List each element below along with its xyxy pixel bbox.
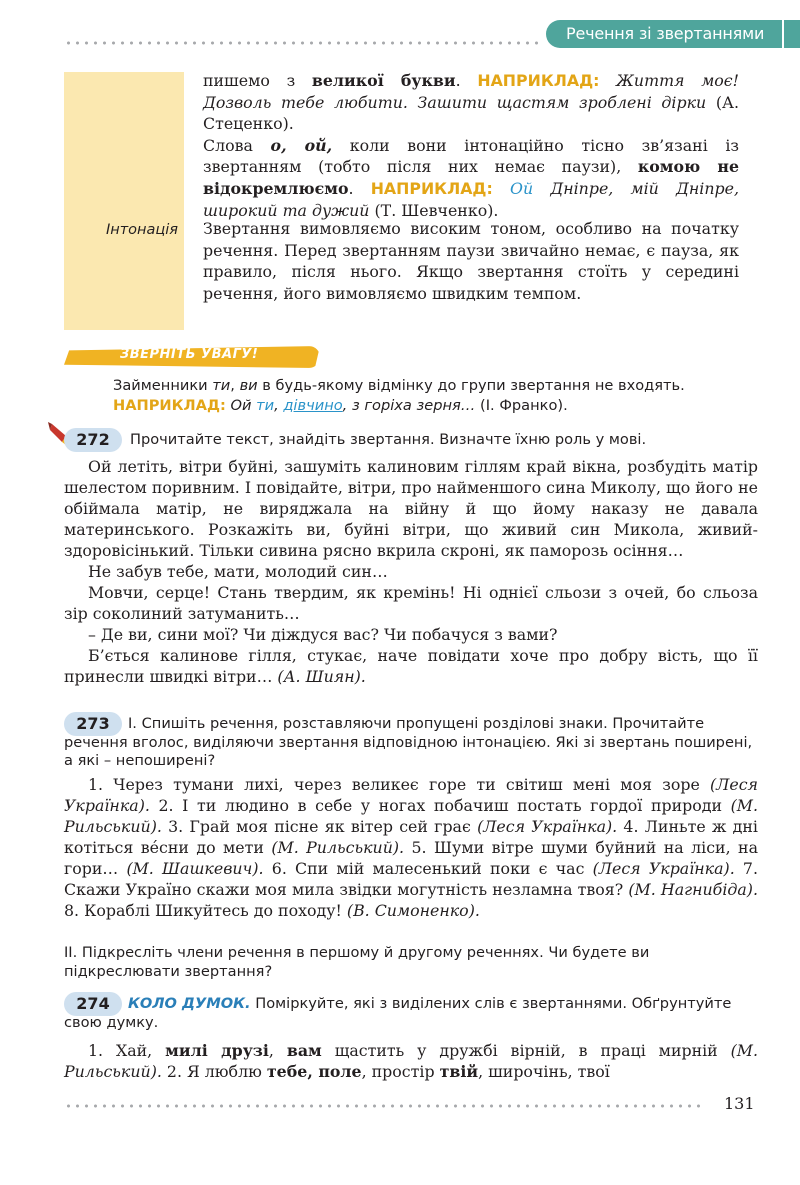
exercise-274-task: КОЛО ДУМОК. Поміркуйте, які з виділених слів є звертаннями. Обґрунтуйте свою думку. bbox=[64, 995, 732, 1031]
bottom-dotted-rule bbox=[64, 1104, 704, 1108]
rule-sidebar-box bbox=[64, 72, 184, 330]
top-dotted-rule bbox=[64, 41, 540, 45]
attention-banner-label: ЗВЕРНІТЬ УВАГУ! bbox=[120, 347, 259, 362]
section-title-tab: Речення зі звертаннями bbox=[546, 20, 782, 48]
exercise-273-sentences: 1. Через тумани лихі, через великеє горе ти світиш мені моя зоре (Леся Українка). 2. І ти людино в себе у ногах побачиш постать гордої природи (М. Рильський). 3. Грай моя пісне як вітер сей грає (Леся Українка). 4. Линьте ж дні котіться ве́сни до мети (М. Рильський). 5. Шуми вітре шуми буйний на ліси, на гори… (М. Шашкевич). 6. Спи мій малесенький поки є час (Леся Українка). 7. Скажи Україно скажи моя мила звідки могутність незламна твоя? (М. Нагнибіда). 8. Кораблі Шикуйтесь до походу! (В. Симоненко). bbox=[64, 775, 758, 920]
exercise-273-task: І. Спишіть речення, розставляючи пропущені розділові знаки. Прочитайте речення вголос, виділяючи звертання відповідною інтонацією. Які зі звертань поширені, а які – непоширені? bbox=[64, 715, 753, 769]
exercise-272-text: Ой летіть, вітри буйні, зашуміть калиновим гіллям край вікна, розбудіть матір шелестом поривним. І повідайте, вітри, про найменшого сина Миколу, що його не обіймала матір, не виряджала на війну й що йому наказу не давала материнського. Розкажіть ви, буйні вітри, що живий син Микола, живий-здоровісінький. Тільки сивина рясно вкрила скроні, як паморозь осіння… Не забув тебе, мати, молодий син… Мовчи, серце! Стань твердим, як кремінь! Ні однієї сльози з очей, бо сльоза зір соколиний затуманить… – Де ви, сини мої? Чи діждуся вас? Чи побачуся з вами? Б’ється калинове гілля, стукає, наче повідати хоче про добру вість, що її принесли швидкі вітри… (А. Шиян). bbox=[64, 457, 758, 686]
section-title-edge bbox=[784, 20, 800, 48]
attention-note: Займенники ти, ви в будь-якому відмінку до групи звертання не входять. НАПРИКЛАД: Ой ти, дівчино, з горіха зерня… (І. Франко). bbox=[113, 377, 685, 414]
exercise-272-task: Прочитайте текст, знайдіть звертання. Визначте їхню роль у мові. bbox=[130, 431, 647, 448]
exercise-273-task-2: ІІ. Підкресліть члени речення в першому й другому реченнях. Чи будете ви підкреслювати звертання? bbox=[64, 944, 650, 980]
rule-paragraph-intonation: Звертання вимовляємо високим тоном, особливо на початку речення. Перед звертанням паузи звичайно немає, є пауза, як правило, після нього. Якщо звертання стоїть у середині речення, його вимовляємо швидким темпом. bbox=[203, 219, 739, 303]
page-number: 131 bbox=[724, 1094, 755, 1113]
rule-paragraph-capitalization: пишемо з великої букви. НАПРИКЛАД: Життя моє! Дозволь тебе любити. Зашити щастям зроблені дірки (А. Стеценко). Слова о, ой, коли вони інтонаційно тісно зв’язані із звертанням (тобто після них немає паузи), комою не відокремлюємо. НАПРИКЛАД: Ой Дніпре, мій Дніпре, широкий та дужий (Т. Шевченко). bbox=[203, 71, 740, 220]
exercise-number-272: 272 bbox=[64, 428, 122, 452]
exercise-number-273: 273 bbox=[64, 712, 122, 736]
exercise-274-sentences: 1. Хай, милі друзі, вам щастить у дружбі вірній, в праці мирній (М. Рильський). 2. Я люблю тебе, поле, простір твій, широчінь, твої bbox=[64, 1041, 758, 1081]
exercise-number-274: 274 bbox=[64, 992, 122, 1016]
rule-label-intonation: Інтонація bbox=[105, 222, 178, 238]
